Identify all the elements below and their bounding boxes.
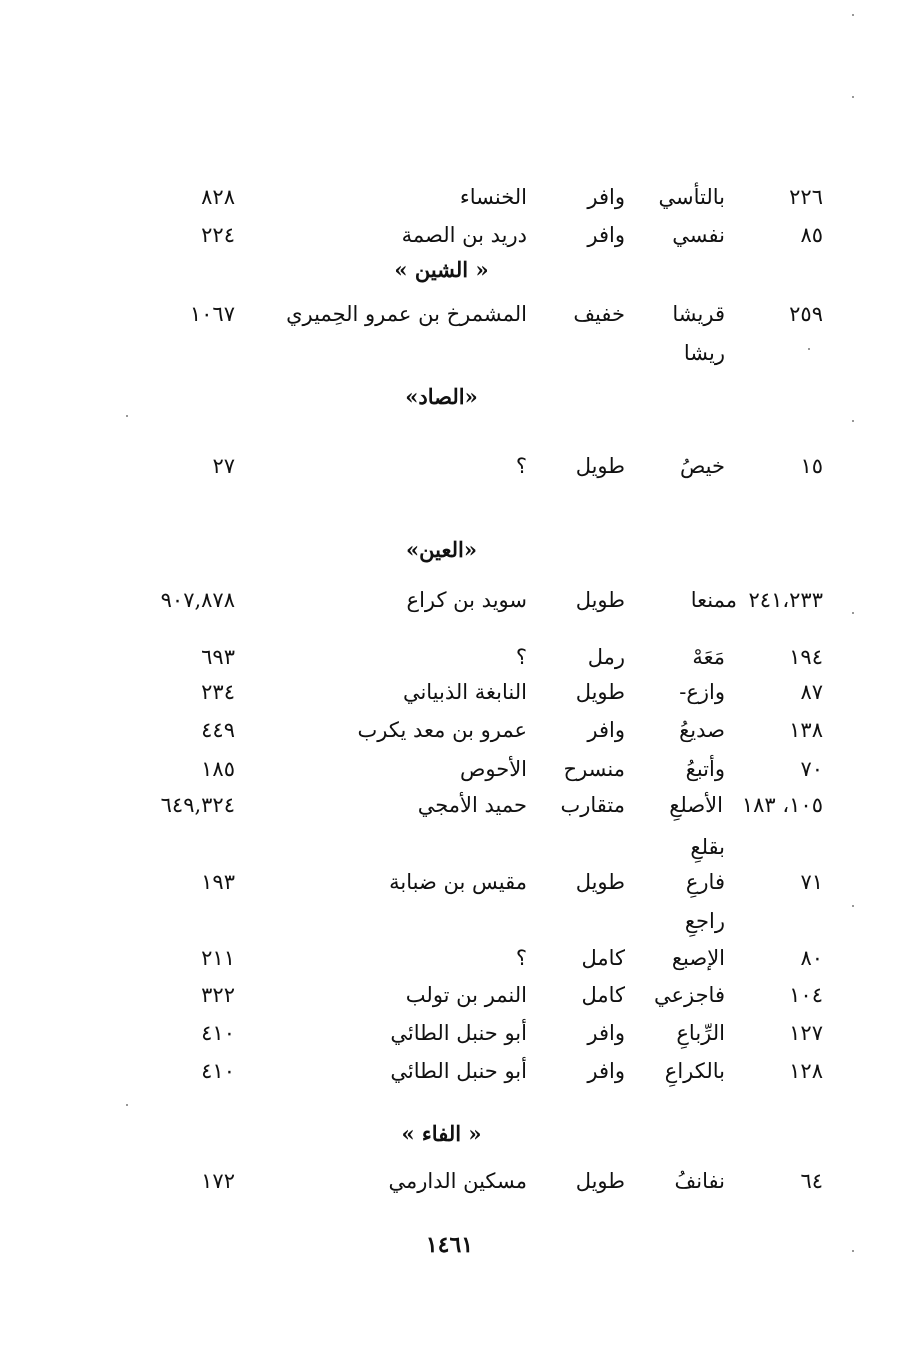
meter: وافر	[587, 223, 625, 247]
page-reference: ٦٩٣	[201, 645, 235, 669]
poet-name: النابغة الذبياني	[402, 680, 527, 704]
poet-name: عمرو بن معد يكرب	[357, 718, 527, 742]
meter: وافر	[587, 185, 625, 209]
rhyme-word: بالتأسي	[658, 185, 725, 209]
table-row	[0, 713, 923, 747]
poet-name: حميد الأمجي	[417, 793, 527, 817]
page-reference: ٩٠٧,٨٧٨	[160, 588, 235, 612]
section-heading-shin: « الشين »	[394, 257, 489, 282]
page-reference: ٢٣٤	[201, 680, 235, 704]
scan-speck	[808, 348, 810, 350]
scan-speck	[852, 612, 854, 614]
entry-number: ١٥	[800, 454, 823, 478]
rhyme-word: ريشا	[683, 341, 725, 365]
table-row	[0, 752, 923, 786]
page-reference: ٢٧	[212, 454, 235, 478]
entry-number: ٧١	[800, 870, 823, 894]
table-row	[0, 336, 923, 370]
poet-name: مقيس بن ضبابة	[389, 870, 527, 894]
table-row	[0, 978, 923, 1012]
meter: كامل	[581, 946, 625, 970]
rhyme-word: نفانفُ	[674, 1169, 725, 1193]
meter: وافر	[587, 1059, 625, 1083]
poet-name: ؟	[515, 645, 527, 669]
table-row	[0, 583, 923, 617]
meter: طويل	[575, 1169, 625, 1193]
poet-name: سويد بن كراع	[406, 588, 527, 612]
page-reference: ١٠٦٧	[189, 302, 235, 326]
entry-number: ١٩٤	[789, 645, 823, 669]
poet-name: النمر بن تولب	[405, 983, 527, 1007]
rhyme-word: فارعِ	[685, 870, 725, 894]
scan-speck	[126, 1104, 128, 1106]
rhyme-word: بالكراعِ	[664, 1059, 725, 1083]
scan-speck	[852, 905, 854, 907]
scan-speck	[126, 415, 128, 417]
entry-number: ٨٧	[800, 680, 823, 704]
scan-speck	[852, 1250, 854, 1252]
scan-speck	[852, 96, 854, 98]
section-heading-sad: «الصاد»	[405, 384, 478, 409]
page-reference: ١٨٥	[201, 757, 235, 781]
table-row	[0, 830, 923, 864]
section-heading-fa: « الفاء »	[401, 1121, 482, 1146]
poet-name: ؟	[515, 454, 527, 478]
rhyme-word: وازع-	[679, 680, 725, 704]
page-reference: ٦٤٩,٣٢٤	[160, 793, 235, 817]
meter: خفيف	[573, 302, 625, 326]
section-heading-ayn: «العين»	[406, 537, 477, 562]
table-row	[0, 449, 923, 483]
entry-number: ٨٥	[800, 223, 823, 247]
page-reference: ٣٢٢	[201, 983, 235, 1007]
page-reference: ٢٢٤	[201, 223, 235, 247]
meter: طويل	[575, 454, 625, 478]
poet-name: أبو حنبل الطائي	[390, 1021, 527, 1045]
meter: طويل	[575, 588, 625, 612]
entry-number: ١٣٨	[789, 718, 823, 742]
rhyme-word: راجعِ	[684, 909, 725, 933]
poet-name: الأحوص	[459, 757, 527, 781]
table-row	[0, 1164, 923, 1198]
meter: طويل	[575, 680, 625, 704]
scan-speck	[852, 420, 854, 422]
rhyme-word: الأصلعِ	[669, 793, 723, 817]
rhyme-word: فاجزعي	[653, 983, 725, 1007]
table-row	[0, 297, 923, 331]
rhyme-word: وأتبعُ	[685, 757, 725, 781]
table-row	[0, 180, 923, 214]
table-row	[0, 1054, 923, 1088]
page-reference: ٤١٠	[201, 1021, 235, 1045]
poet-name: دريد بن الصمة	[401, 223, 527, 247]
rhyme-word: صديعُ	[679, 718, 725, 742]
entry-number: ٦٤	[800, 1169, 823, 1193]
table-row	[0, 640, 923, 674]
scan-speck	[852, 14, 854, 16]
meter: طويل	[575, 870, 625, 894]
entry-number: ٧٠	[800, 757, 823, 781]
entry-number: ٢٤١،٢٣٣	[748, 588, 823, 612]
meter: رمل	[587, 645, 625, 669]
table-row	[0, 675, 923, 709]
rhyme-word: نفسي	[672, 223, 725, 247]
poet-name: أبو حنبل الطائي	[390, 1059, 527, 1083]
meter: متقارب	[560, 793, 625, 817]
poet-name: المشمرخ بن عمرو الحِميري	[286, 302, 527, 326]
entry-number: ١٢٨	[789, 1059, 823, 1083]
entry-number: ١٢٧	[789, 1021, 823, 1045]
page-reference: ١٩٣	[201, 870, 235, 894]
page-reference: ٨٢٨	[201, 185, 235, 209]
table-row	[0, 788, 923, 822]
meter: وافر	[587, 718, 625, 742]
rhyme-word: الإصبع	[671, 946, 725, 970]
table-row	[0, 941, 923, 975]
poet-name: ؟	[515, 946, 527, 970]
page-reference: ١٧٢	[201, 1169, 235, 1193]
table-row	[0, 218, 923, 252]
meter: كامل	[581, 983, 625, 1007]
rhyme-word: بقلعِ	[690, 835, 725, 859]
entry-number: ٢٢٦	[789, 185, 823, 209]
entry-number: ٨٠	[800, 946, 823, 970]
rhyme-word: مَعَهْ	[692, 645, 725, 669]
rhyme-word: خيصُ	[679, 454, 725, 478]
rhyme-word: ممنعا	[690, 588, 737, 612]
entry-number: ١٠٤	[789, 983, 823, 1007]
poet-name: الخنساء	[459, 185, 527, 209]
entry-number: ٢٥٩	[789, 302, 823, 326]
table-row	[0, 1016, 923, 1050]
page-reference: ٢١١	[201, 946, 235, 970]
page-reference: ٤١٠	[201, 1059, 235, 1083]
rhyme-word: الرِّباعِ	[676, 1021, 725, 1045]
meter: وافر	[587, 1021, 625, 1045]
meter: منسرح	[563, 757, 625, 781]
entry-number: ١٠٥، ١٨٣	[741, 793, 823, 817]
page-number: ١٤٦١	[425, 1232, 474, 1258]
page-reference: ٤٤٩	[201, 718, 235, 742]
rhyme-word: قريشا	[672, 302, 725, 326]
table-row	[0, 865, 923, 899]
poet-name: مسكين الدارمي	[388, 1169, 527, 1193]
table-row	[0, 904, 923, 938]
